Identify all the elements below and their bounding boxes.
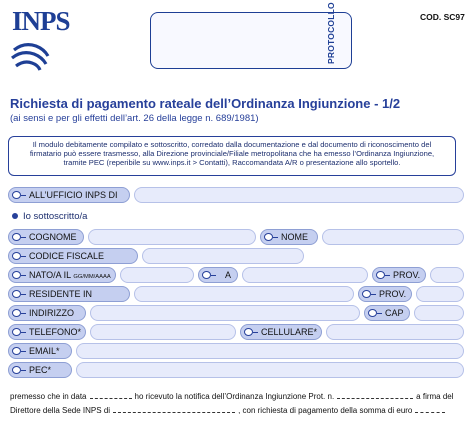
note-line-2: firmatario può essere trasmesso, alla Direzione provinciale/Filiale metropolitana che ha emesso l’Ordinanza Ingiunzione, <box>29 149 435 159</box>
prov-nascita-input[interactable] <box>430 267 464 283</box>
cognome-label: COGNOME <box>8 229 84 245</box>
prov-residenza-input[interactable] <box>416 286 464 302</box>
cognome-input[interactable] <box>88 229 256 245</box>
nome-input[interactable] <box>322 229 464 245</box>
pec-input[interactable] <box>76 362 464 378</box>
inps-logo-icon <box>10 42 52 72</box>
email-label: EMAIL* <box>8 343 72 359</box>
residente-input[interactable] <box>134 286 354 302</box>
prot-numero-field[interactable] <box>337 391 413 399</box>
indirizzo-input[interactable] <box>90 305 360 321</box>
codice-fiscale-input[interactable] <box>142 248 304 264</box>
telefono-label: TELEFONO* <box>8 324 86 340</box>
residente-label: RESIDENTE IN <box>8 286 130 302</box>
page-subtitle: (ai sensi e per gli effetti dell’art. 26 della legge n. 689/1981) <box>10 113 259 124</box>
protocol-label: PROTOCOLLO <box>326 2 336 64</box>
instructions-note <box>8 136 456 176</box>
ufficio-label: ALL’UFFICIO INPS DI <box>8 187 130 203</box>
footer-line-2: Direttore della Sede INPS di , con richiesta di pagamento della somma di euro <box>10 405 448 415</box>
inps-logo: INPS <box>12 6 70 36</box>
cap-input[interactable] <box>414 305 464 321</box>
data-nascita-input[interactable] <box>120 267 194 283</box>
telefono-input[interactable] <box>90 324 236 340</box>
note-line-1: Il modulo debitamente compilato e sottoscritto, corredato dalla documentazione e dal documento di riconoscimento del <box>32 140 432 149</box>
data-notifica-field[interactable] <box>90 391 132 399</box>
importo-euro-field[interactable] <box>415 405 445 413</box>
note-line-3: tramite PEC (reperibile su www.inps.it > Contatti), Raccomandata A/R o presentazione allo sportello. <box>63 158 401 168</box>
prov-residenza-label: PROV. <box>358 286 412 302</box>
nome-label: NOME <box>260 229 318 245</box>
indirizzo-label: INDIRIZZO <box>8 305 86 321</box>
prov-nascita-label: PROV. <box>372 267 426 283</box>
email-input[interactable] <box>76 343 464 359</box>
ufficio-input[interactable] <box>134 187 464 203</box>
section-sottoscritto: Io sottoscritto/a <box>12 211 87 222</box>
cap-label: CAP <box>364 305 410 321</box>
sede-inps-field[interactable] <box>113 405 235 413</box>
footer-line-1: premesso che in data ho ricevuto la notifica dell’Ordinanza Ingiunzione Prot. n. a firma del <box>10 392 454 401</box>
codice-fiscale-label: CODICE FISCALE <box>8 248 138 264</box>
page-title: Richiesta di pagamento rateale dell’Ordinanza Ingiunzione - 1/2 <box>10 96 401 111</box>
pec-label: PEC* <box>8 362 72 378</box>
cellulare-input[interactable] <box>326 324 464 340</box>
nato-il-label: NATO/A IL GG/MM/AAAA <box>8 267 116 283</box>
cellulare-label: CELLULARE* <box>240 324 322 340</box>
luogo-nascita-input[interactable] <box>242 267 368 283</box>
luogo-nascita-label: A <box>198 267 238 283</box>
form-code: COD. SC97 <box>420 12 465 22</box>
